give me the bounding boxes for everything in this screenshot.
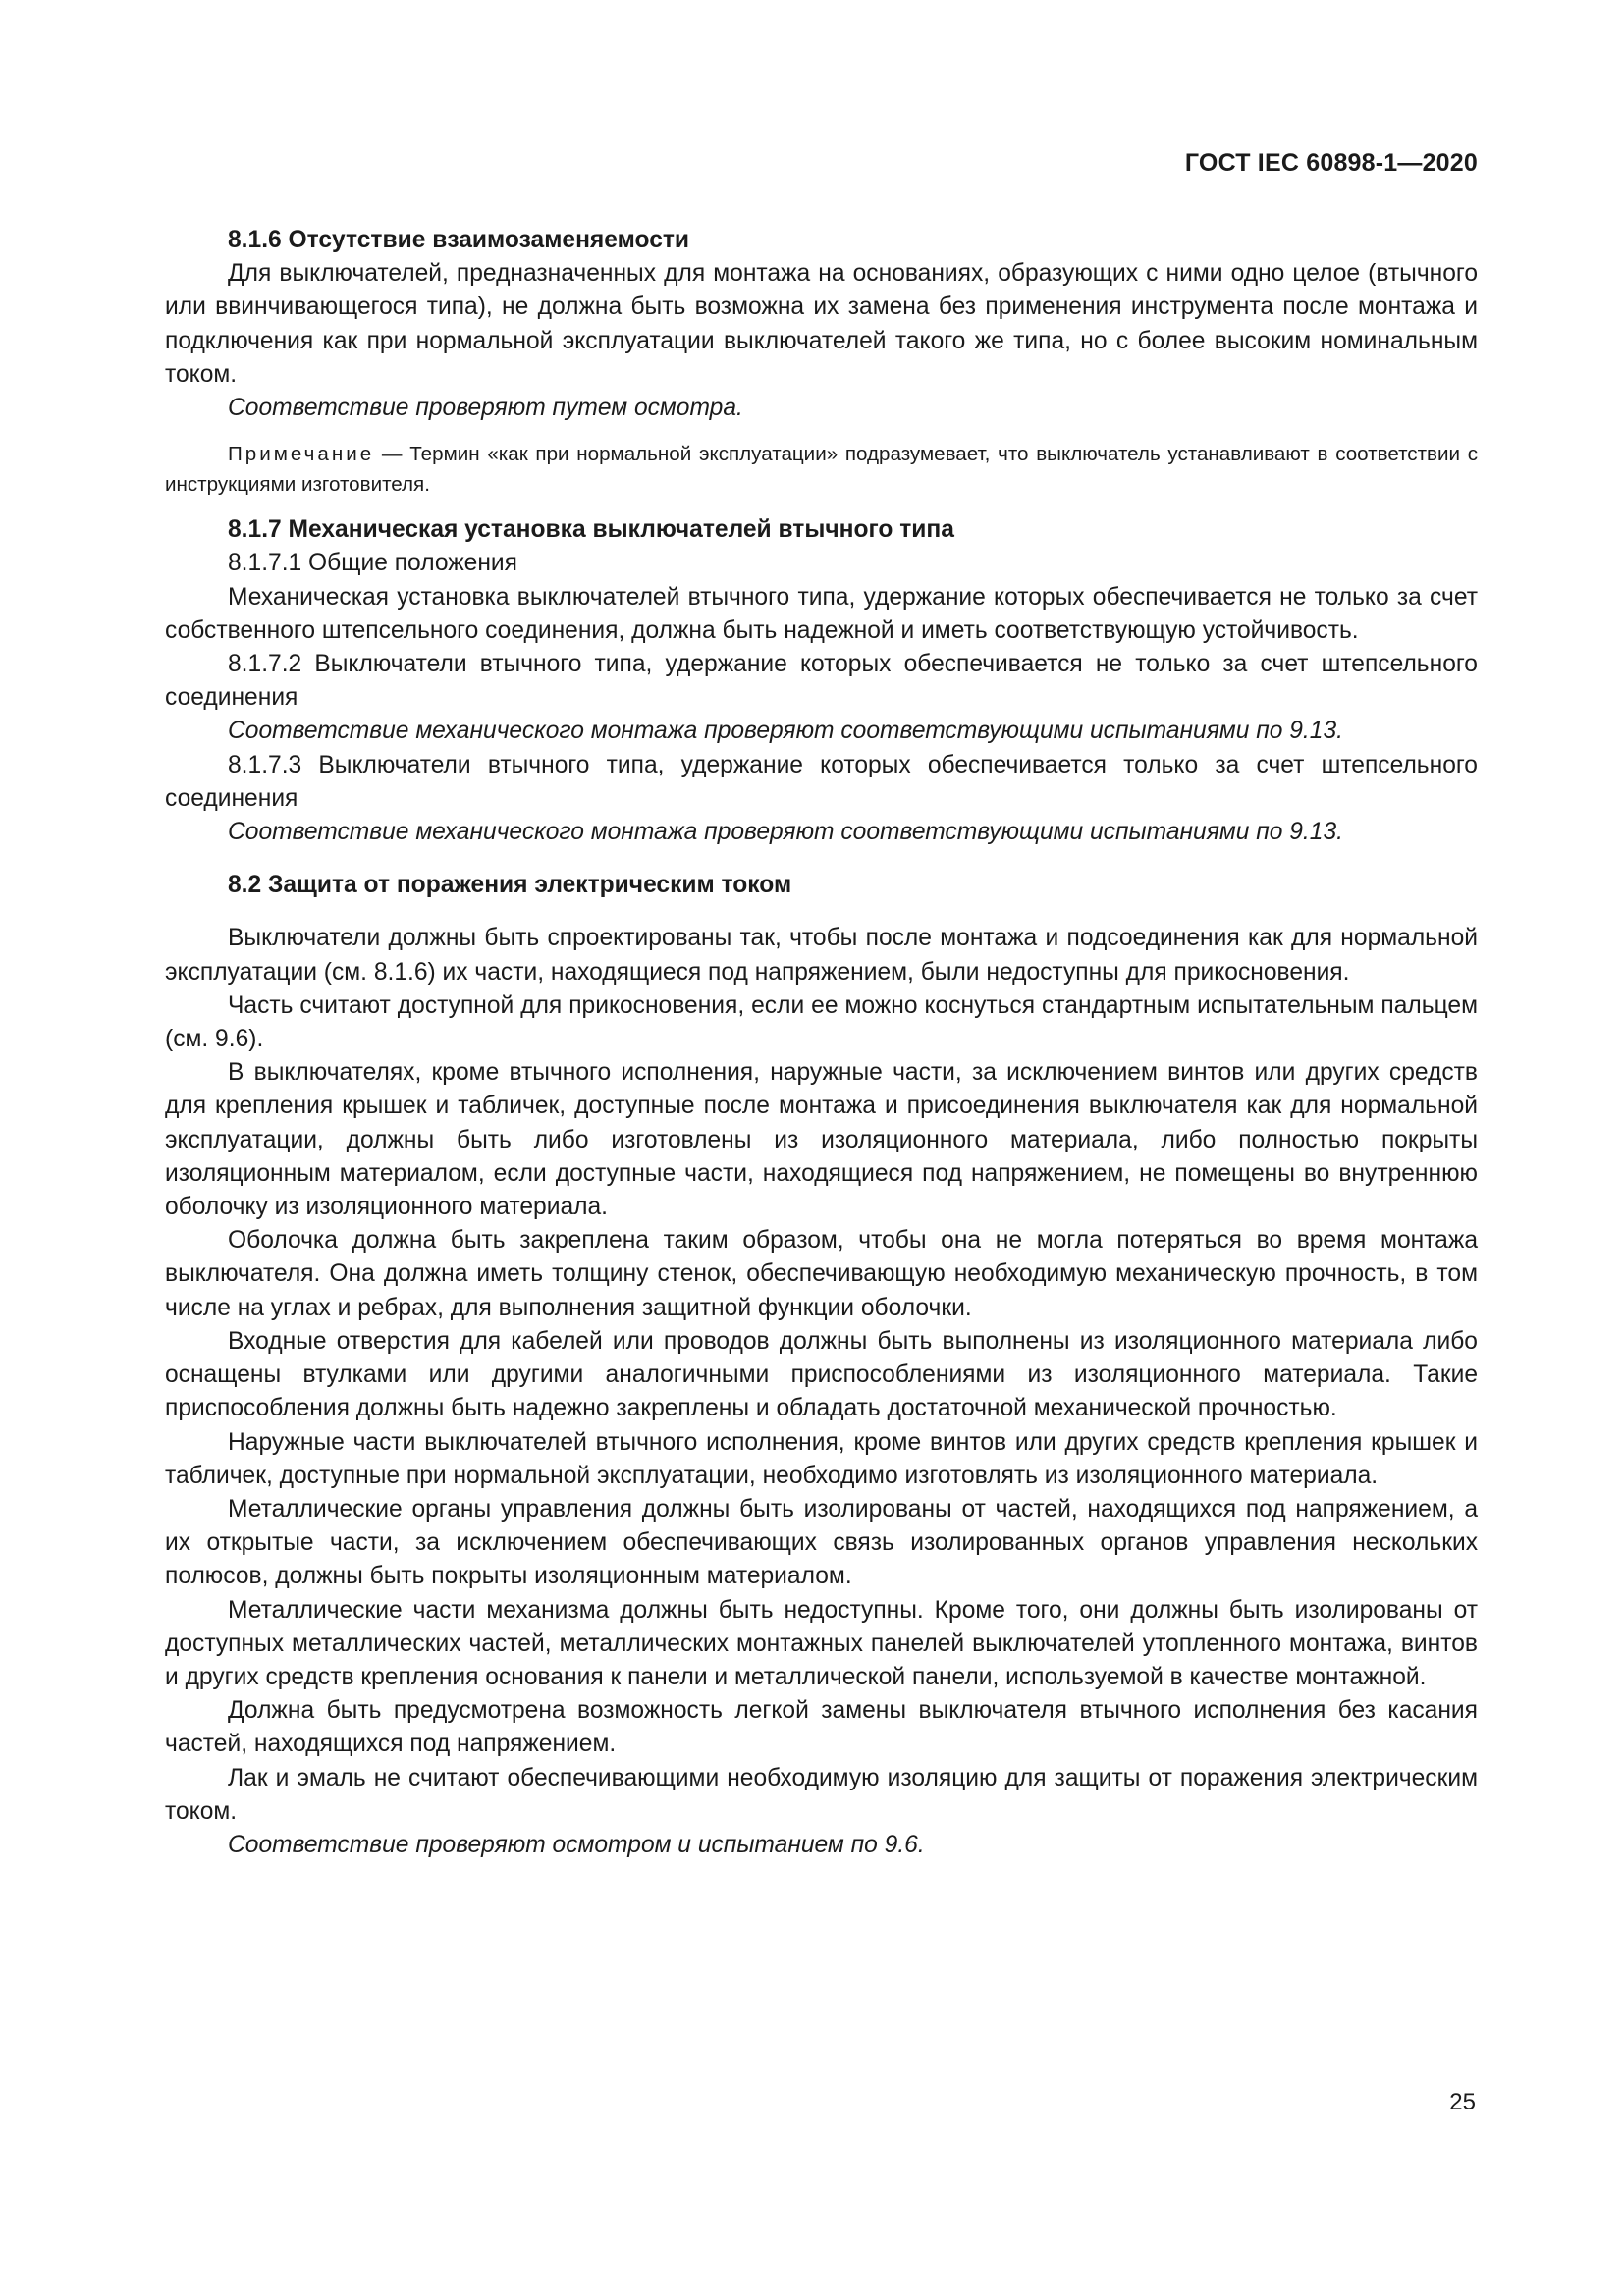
section-8-1-7-2-title: 8.1.7.2 Выключатели втычного типа, удержание которых обеспечивается не только за счет штепсельного соединения <box>165 651 1478 712</box>
section-8-2-paragraph: Часть считают доступной для прикосновения, если ее можно коснуться стандартным испытательным пальцем (см. 9.6). <box>165 991 1478 1053</box>
section-8-2-paragraph: Металлические органы управления должны быть изолированы от частей, находящихся под напряжением, а их открытые части, за исключением обеспечивающих связь изолированных органов управления нескольких полюсов, должны быть покрыты изоляционным материалом. <box>165 1495 1478 1590</box>
section-8-2-paragraph: В выключателях, кроме втычного исполнения, наружные части, за исключением винтов или других средств для крепления крышек и табличек, доступные после монтажа и присоединения выключателя как для нормальной эксплуатации, должны быть либо изготовлены из изоляционного материала, либо полностью покрыты изоляционным материалом, если доступные части, находящиеся под напряжением, не помещены во внутреннюю оболочку из изоляционного материала. <box>165 1059 1478 1221</box>
section-8-2-paragraph: Лак и эмаль не считают обеспечивающими необходимую изоляцию для защиты от поражения электрическим током. <box>165 1764 1478 1825</box>
section-8-2-paragraph: Оболочка должна быть закреплена таким образом, чтобы она не могла потеряться во время монтажа выключателя. Она должна иметь толщину стенок, обеспечивающую необходимую механическую прочность, в том числе на углах и ребрах, для выполнения защитной функции оболочки. <box>165 1227 1478 1321</box>
section-8-1-7-2-check: Соответствие механического монтажа проверяют соответствующими испытаниями по 9.13. <box>228 718 1343 745</box>
section-8-2-paragraph: Наружные части выключателей втычного исполнения, кроме винтов или других средств крепления крышек и табличек, доступные при нормальной эксплуатации, необходимо изготовлять из изоляционного материала. <box>165 1428 1478 1489</box>
document-code: ГОСТ IEC 60898-1—2020 <box>1184 149 1478 177</box>
note-label: Примечание <box>228 443 375 466</box>
section-8-2-paragraph: Входные отверстия для кабелей или проводов должны быть выполнены из изоляционного материала либо оснащены втулками или другими аналогичными приспособлениями из изоляционного материала. Такие приспособления должны быть надежно закреплены и обладать достаточной механической прочностью. <box>165 1327 1478 1422</box>
section-8-2-check: Соответствие проверяют осмотром и испытанием по 9.6. <box>228 1831 925 1858</box>
section-8-1-7-3-title: 8.1.7.3 Выключатели втычного типа, удержание которых обеспечивается только за счет штепсельного соединения <box>165 751 1478 812</box>
note <box>165 439 1478 500</box>
section-8-1-7-3-check: Соответствие механического монтажа проверяют соответствующими испытаниями по 9.13. <box>228 819 1343 846</box>
section-8-2-paragraph: Должна быть предусмотрена возможность легкой замены выключателя втычного исполнения без касания частей, находящихся под напряжением. <box>165 1697 1478 1758</box>
section-8-1-7-1-text: Механическая установка выключателей втычного типа, удержание которых обеспечивается не только за счет собственного штепсельного соединения, должна быть надежной и иметь соответствующую устойчивость. <box>165 583 1478 644</box>
section-8-2-paragraph: Металлические части механизма должны быть недоступны. Кроме того, они должны быть изолированы от доступных металлических частей, металлических монтажных панелей выключателей утопленного монтажа, винтов и других средств крепления основания к панели и металлической панели, используемой в качестве монтажной. <box>165 1596 1478 1690</box>
section-8-1-6-heading: 8.1.6 Отсутствие взаимозаменяемости <box>228 227 690 253</box>
note-text: — Термин «как при нормальной эксплуатации» подразумевает, что выключатель устанавливают в соответствии с инструкциями изготовителя. <box>165 443 1478 497</box>
section-8-1-7-1-title: 8.1.7.1 Общие положения <box>228 550 517 577</box>
section-8-2-paragraph: Выключатели должны быть спроектированы так, чтобы после монтажа и подсоединения как для нормальной эксплуатации (см. 8.1.6) их части, находящиеся под напряжением, были недоступны для прикосновения. <box>165 925 1478 986</box>
section-8-1-7-heading: 8.1.7 Механическая установка выключателей втычного типа <box>228 516 954 544</box>
page-body <box>165 224 1478 1862</box>
section-8-2-heading: 8.2 Защита от поражения электрическим током <box>228 872 792 899</box>
section-8-1-6-paragraph: Для выключателей, предназначенных для монтажа на основаниях, образующих с ними одно целое (втычного или ввинчивающегося типа), не должна быть возможна их замена без применения инструмента после монтажа и подключения как при нормальной эксплуатации выключателей такого же типа, но с более высоким номинальным током. <box>165 260 1478 388</box>
section-8-1-6-check: Соответствие проверяют путем осмотра. <box>228 395 743 422</box>
page-number: 25 <box>1449 2089 1476 2115</box>
